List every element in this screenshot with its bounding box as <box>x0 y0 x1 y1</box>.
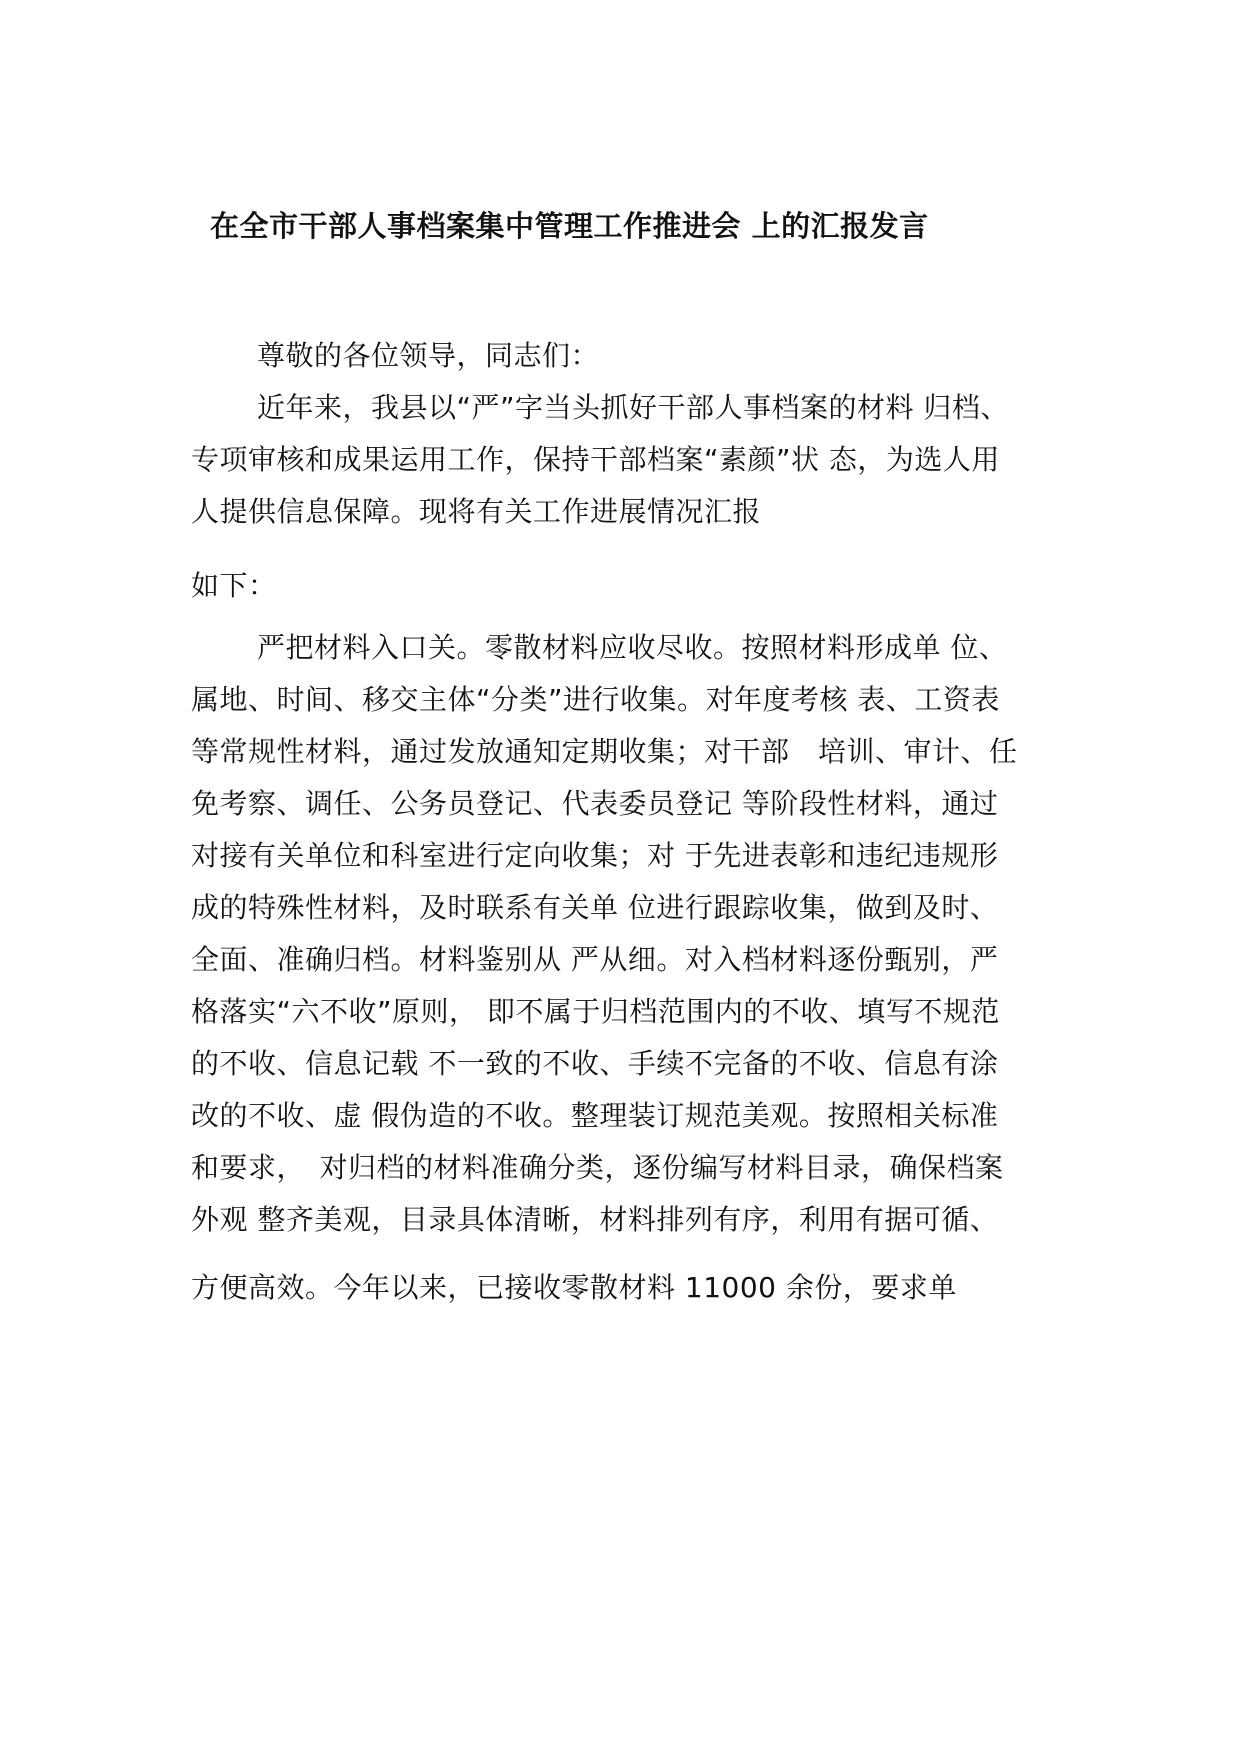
paragraph-line: 改的不收、虚 假伪造的不收。整理装订规范美观。按照相关标准 <box>191 1099 999 1132</box>
paragraph-line: 严把材料入口关。零散材料应收尽收。按照材料形成单 位、 <box>257 631 1008 664</box>
paragraph-line: 免考察、调任、公务员登记、代表委员登记 等阶段性材料，通过 <box>191 787 999 820</box>
paragraph-line: 等常规性材料，通过发放通知定期收集；对干部 培训、审计、任 <box>191 735 1018 768</box>
paragraph-line: 全面、准确归档。材料鉴别从 严从细。对入档材料逐份甄别，严 <box>191 943 999 976</box>
paragraph-line: 专项审核和成果运用工作，保持干部档案“素颜”状 态，为选人用 <box>191 443 1000 476</box>
document-title: 在全市干部人事档案集中管理工作推进会 上的汇报发言 <box>210 209 929 243</box>
paragraph-line: 对接有关单位和科室进行定向收集；对 于先进表彰和违纪违规形 <box>191 839 999 872</box>
paragraph-line: 格落实“六不收”原则， 即不属于归档范围内的不收、填写不规范 <box>191 995 1000 1028</box>
paragraph-line: 方便高效。今年以来，已接收零散材料 11000 余份，要求单 <box>191 1271 957 1304</box>
paragraph-line: 如下： <box>191 569 277 602</box>
paragraph-line: 属地、时间、移交主体“分类”进行收集。对年度考核 表、工资表 <box>191 683 1000 716</box>
paragraph-line: 外观 整齐美观，目录具体清晰，材料排列有序，利用有据可循、 <box>191 1203 999 1236</box>
paragraph-line: 的不收、信息记载 不一致的不收、手续不完备的不收、信息有涂 <box>191 1047 999 1080</box>
paragraph-line: 近年来，我县以“严”字当头抓好干部人事档案的材料 归档、 <box>257 391 1009 424</box>
salutation: 尊敬的各位领导，同志们： <box>257 339 600 372</box>
paragraph-line: 成的特殊性材料，及时联系有关单 位进行跟踪收集，做到及时、 <box>191 891 999 924</box>
paragraph-line: 和要求， 对归档的材料准确分类，逐份编写材料目录，确保档案 <box>191 1151 1004 1184</box>
paragraph-line: 人提供信息保障。现将有关工作进展情况汇报 <box>191 495 762 528</box>
